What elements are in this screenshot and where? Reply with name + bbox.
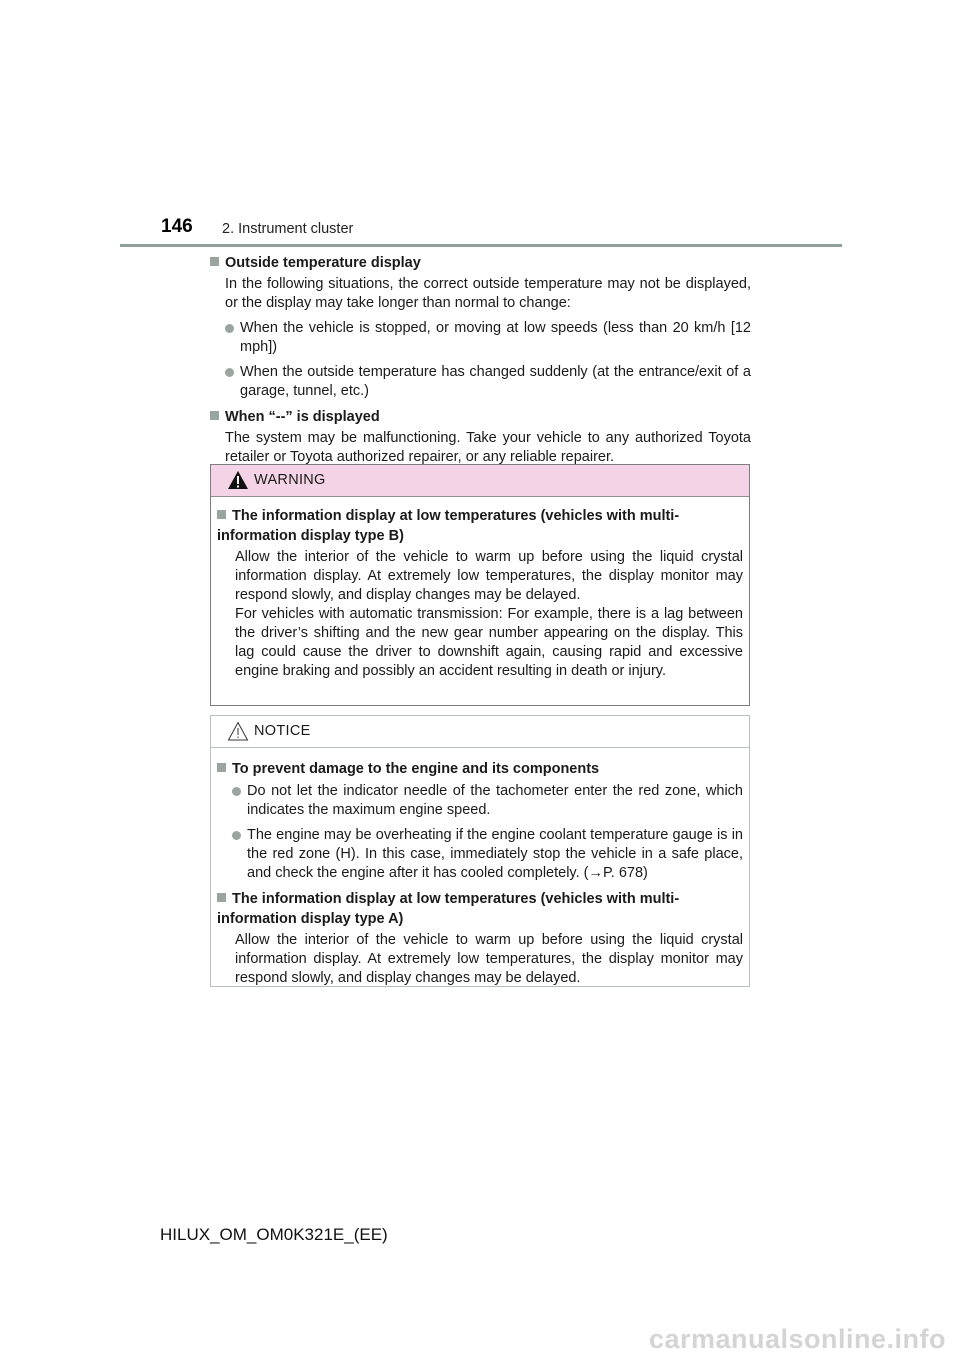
- warning-heading: The information display at low temperatures (vehicles with multi-information display type B): [217, 508, 680, 544]
- round-bullet-icon: [232, 831, 241, 840]
- warning-body: [211, 497, 749, 681]
- main-content: [210, 253, 751, 473]
- round-bullet-icon: [225, 324, 234, 333]
- square-bullet-icon: [210, 257, 219, 266]
- notice-heading-engine: To prevent damage to the engine and its components: [217, 759, 743, 779]
- watermark: carmanualsonline.info: [648, 1324, 946, 1354]
- round-bullet-icon: [232, 787, 241, 796]
- paragraph-outside-temperature: In the following situations, the correct outside temperature may not be displayed, or the display may take longer than normal to change:: [225, 276, 751, 311]
- list-item: Do not let the indicator needle of the tachometer enter the red zone, which indicates the maximum engine speed.: [232, 782, 743, 820]
- notice-box: [210, 715, 750, 987]
- footer-code: HILUX_OM_OM0K321E_(EE): [160, 1225, 388, 1244]
- warning-triangle-icon: [227, 470, 249, 495]
- notice-paragraph: Allow the interior of the vehicle to warm up before using the liquid crystal information display. At extremely low temperatures, the display monitor may respond slowly, and display changes may be delayed.: [235, 932, 743, 986]
- notice-body: [211, 748, 749, 988]
- notice-heading-display: The information display at low temperatures (vehicles with multi-information display type A): [217, 891, 680, 927]
- heading-outside-temperature: Outside temperature display: [210, 253, 751, 273]
- heading-dashes-displayed: When “--” is displayed: [210, 407, 751, 427]
- page-number: 146: [161, 216, 193, 237]
- square-bullet-icon: [217, 893, 226, 902]
- paragraph-dashes-displayed: The system may be malfunctioning. Take your vehicle to any authorized Toyota retailer or Toyota authorized repairer, or any reliable repairer.: [225, 430, 751, 465]
- round-bullet-icon: [225, 368, 234, 377]
- page-header: [0, 0, 960, 250]
- warning-paragraph: For vehicles with automatic transmission: For example, there is a lag between the driver’s shifting and the new gear number appearing on the display. This lag could cause the driver to downshift again, causing rapid and excessive engine braking and possibly an accident resulting in death or injury.: [235, 606, 743, 679]
- section-title: 2. Instrument cluster: [222, 221, 354, 237]
- list-item: The engine may be overheating if the engine coolant temperature gauge is in the red zone (H). In this case, immediately stop the vehicle in a safe place, and check the engine after it has cooled completely. (→P. 678): [232, 826, 743, 883]
- list-item: When the outside temperature has changed suddenly (at the entrance/exit of a garage, tunnel, etc.): [225, 363, 751, 401]
- header-divider: [120, 244, 842, 247]
- square-bullet-icon: [210, 411, 219, 420]
- warning-paragraph: Allow the interior of the vehicle to warm up before using the liquid crystal information display. At extremely low temperatures, the display monitor may respond slowly, and display changes may be delayed.: [235, 549, 743, 603]
- list-item: When the vehicle is stopped, or moving at low speeds (less than 20 km/h [12 mph]): [225, 319, 751, 357]
- warning-label: WARNING: [254, 472, 326, 488]
- square-bullet-icon: [217, 763, 226, 772]
- square-bullet-icon: [217, 510, 226, 519]
- notice-label: NOTICE: [254, 723, 311, 739]
- notice-triangle-icon: [227, 721, 249, 746]
- notice-header: [211, 716, 749, 748]
- warning-box: [210, 464, 750, 706]
- warning-header: [211, 465, 749, 497]
